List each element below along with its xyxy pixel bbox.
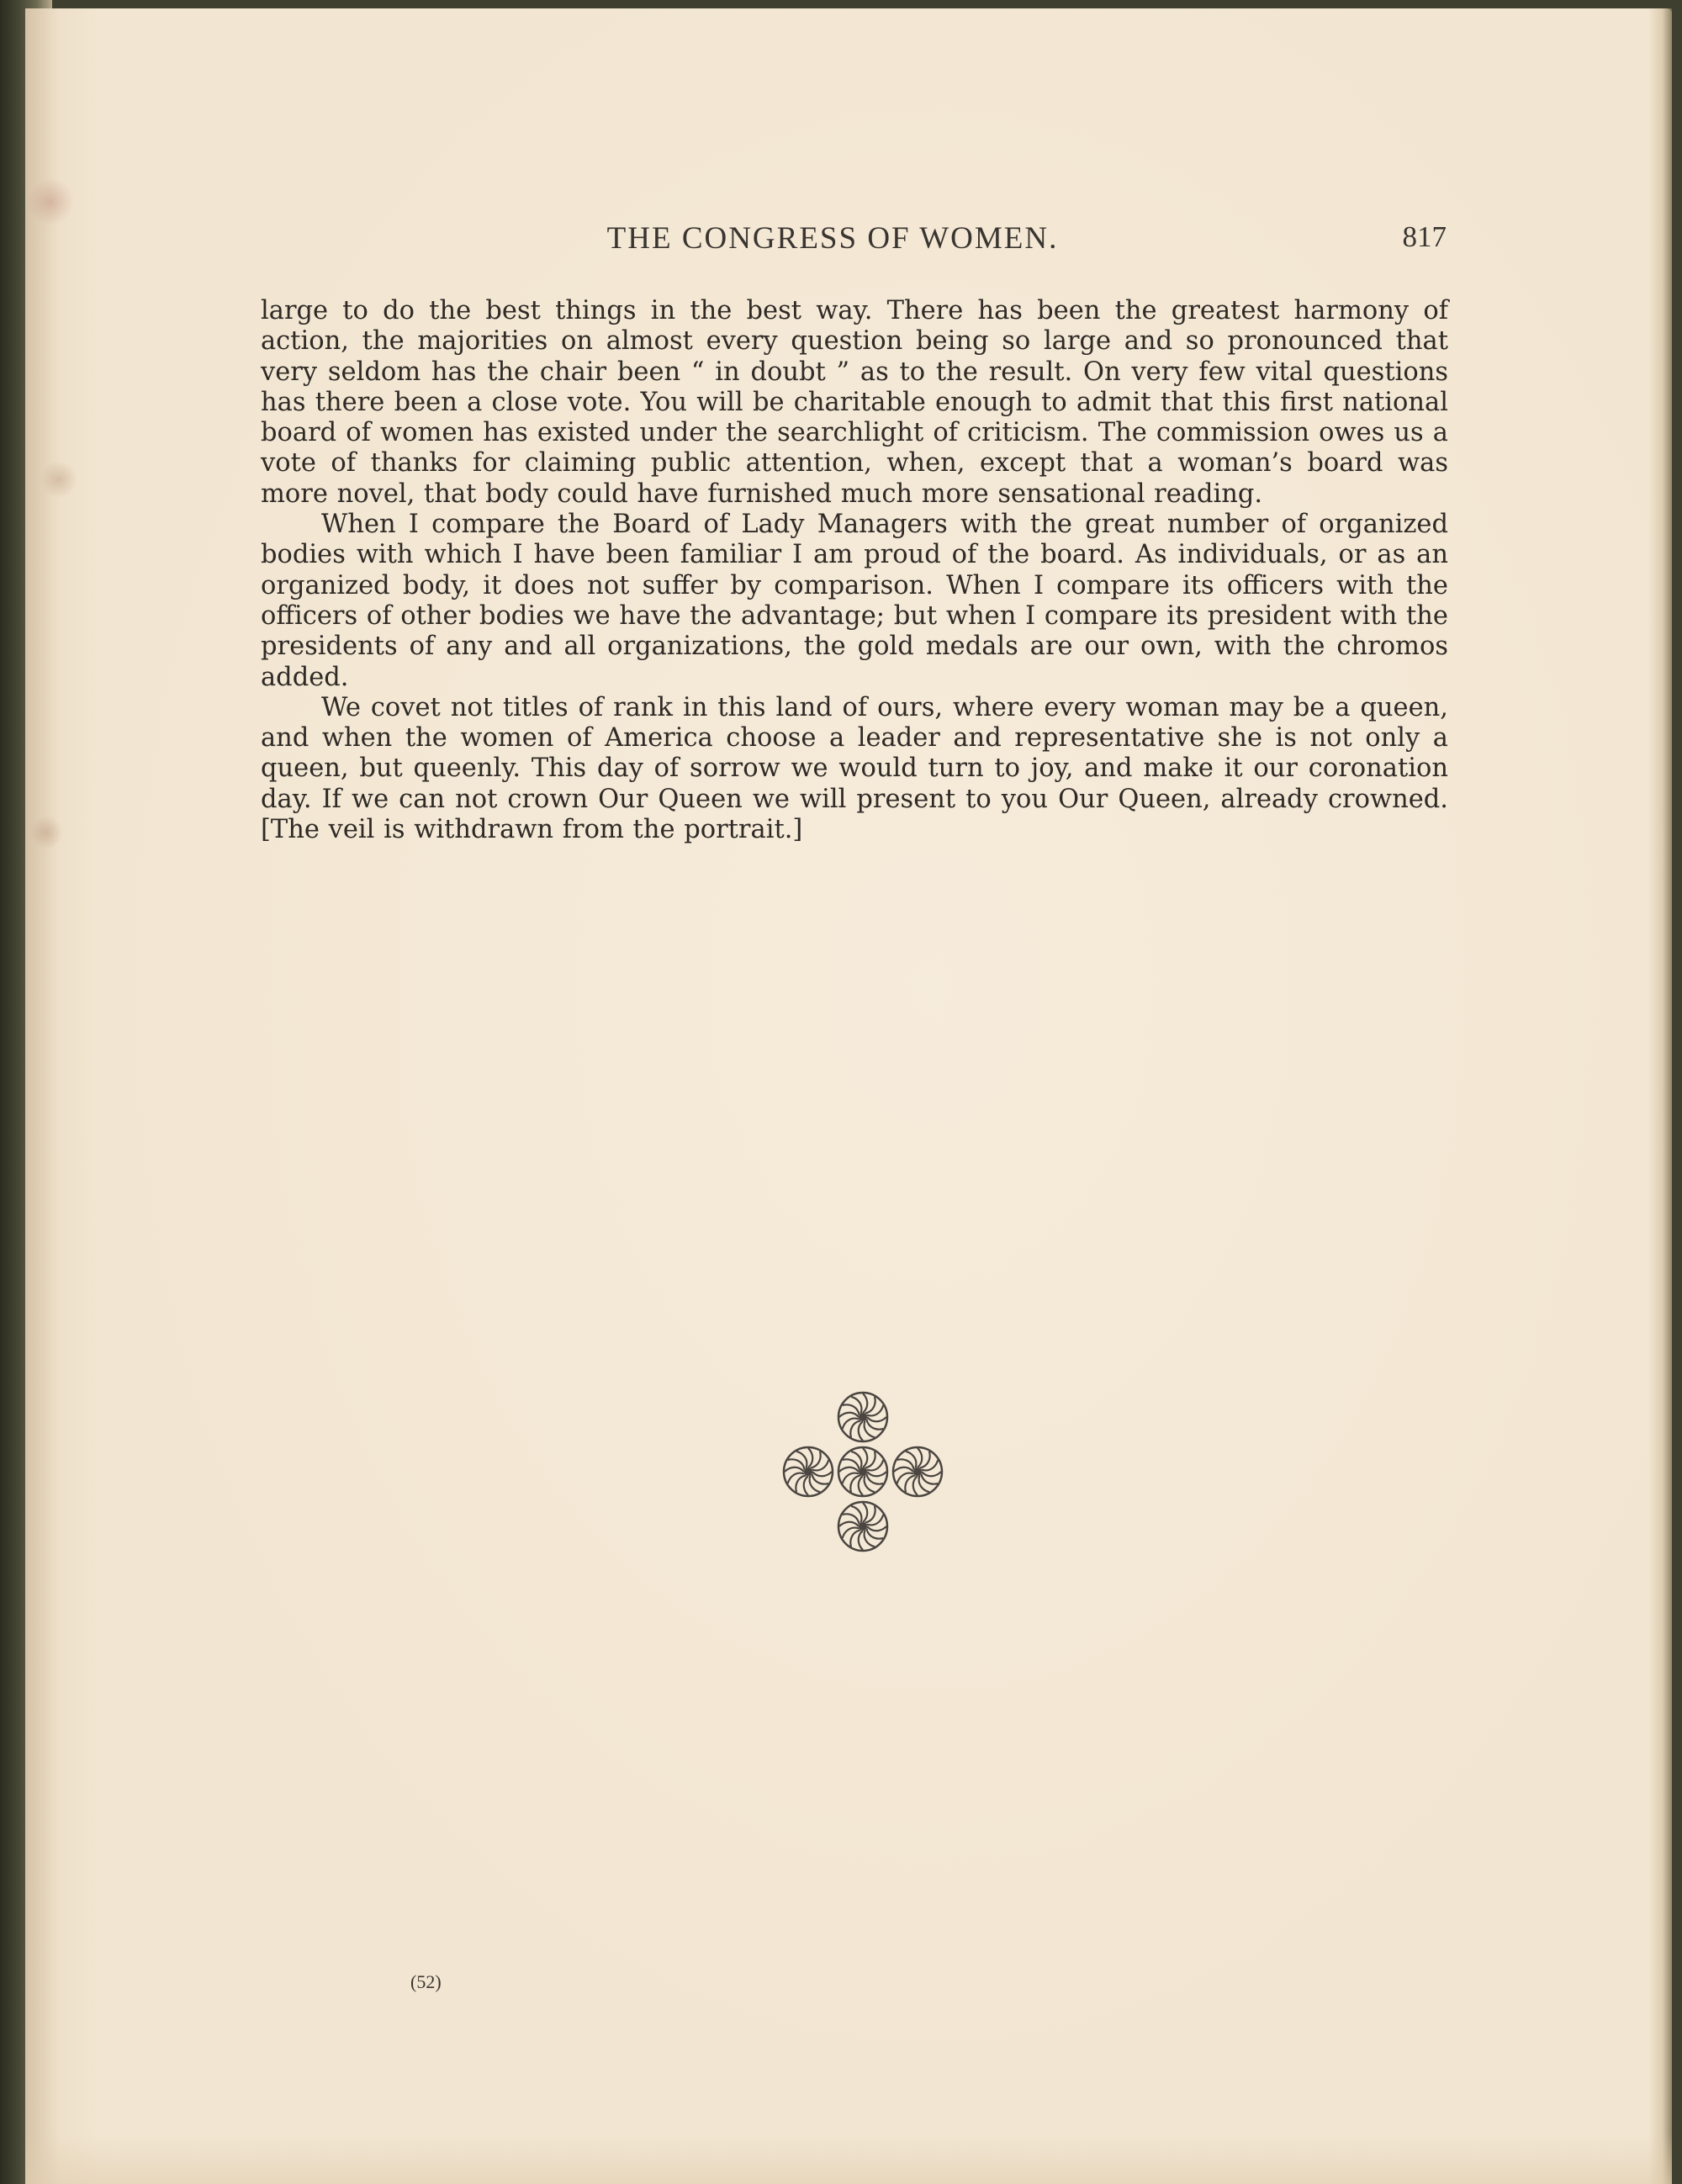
folio-signature: (52) xyxy=(410,1971,442,1992)
paragraph: When I compare the Board of Lady Managers with the great number of organized bodies with which I have been familiar I am proud of the board. As individuals, or as an organized body, it does not suffer by comparison. When I compare its officers with the officers of other bodies we have the advantage; but when I compare its president with the presidents of any and all organizations, the gold medals are our own, with the chromos added. xyxy=(261,510,1448,692)
running-head xyxy=(261,220,1447,262)
page-stains xyxy=(25,8,84,2184)
paragraph: large to do the best things in the best way. There has been the greatest harmony of action, the majorities on almost every question being so large and so pronounced that very seldom has the chair been “ in doubt ” as to the result. On very few vital questions has there been a close vote. You will be charitable enough to admit that this first national board of women has existed under the searchlight of criticism. The commission owes us a vote of thanks for claiming public attention, when, except that a woman’s board was more novel, that body could have furnished much more sensational reading. xyxy=(261,296,1448,509)
page-number: 817 xyxy=(1402,220,1447,253)
body-text xyxy=(261,296,1448,845)
rosette-cluster-icon xyxy=(780,1389,945,1554)
page-bottom-stain xyxy=(25,2134,1672,2184)
page-edge-shadow xyxy=(1648,8,1672,2184)
running-title: THE CONGRESS OF WOMEN. xyxy=(606,221,1059,256)
paragraph: We covet not titles of rank in this land of ours, where every woman may be a queen, and when the women of America choose a leader and representative she is not only a queen, but queenly. This day of sorrow we would turn to joy, and make it our coronation day. If we can not crown Our Queen we will present to you Our Queen, already crowned. [The veil is withdrawn from the portrait.] xyxy=(261,692,1448,845)
